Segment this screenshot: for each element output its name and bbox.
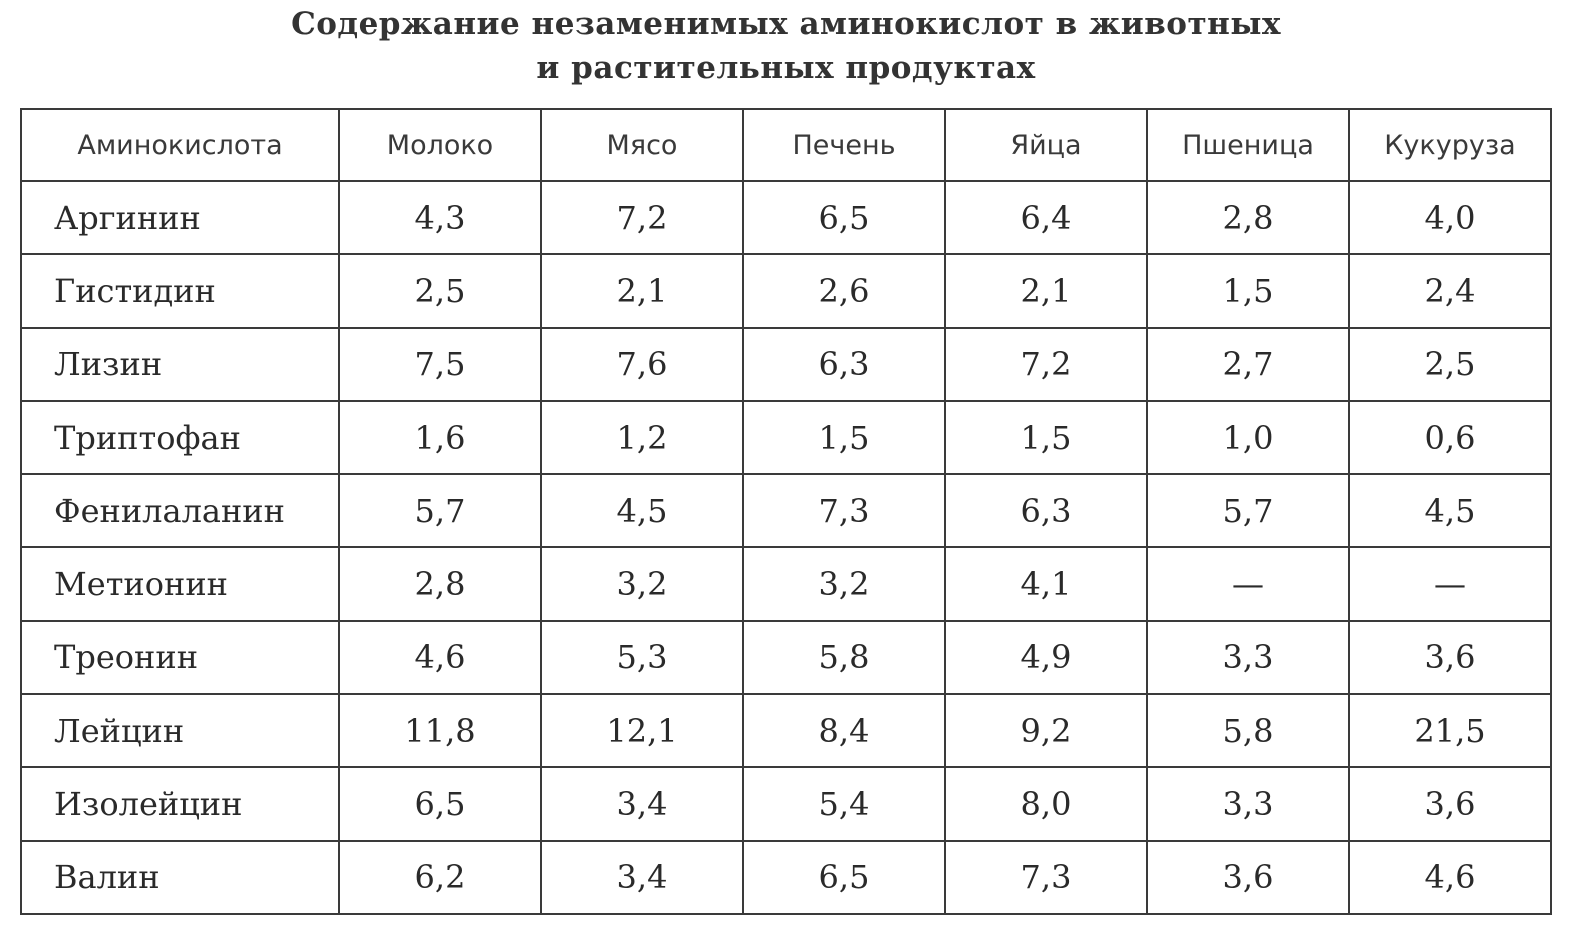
table-row bbox=[21, 181, 1551, 254]
amino-acid-name: Лейцин bbox=[21, 694, 339, 767]
table-cell: 3,6 bbox=[1349, 621, 1551, 694]
header-row bbox=[21, 109, 1551, 181]
table-row bbox=[21, 694, 1551, 767]
table-cell: 4,1 bbox=[945, 547, 1147, 620]
amino-acid-name: Аргинин bbox=[21, 181, 339, 254]
table-cell: 8,0 bbox=[945, 767, 1147, 840]
column-header-milk: Молоко bbox=[339, 109, 541, 181]
table-cell: 7,6 bbox=[541, 328, 743, 401]
table-row bbox=[21, 401, 1551, 474]
column-header-corn: Кукуруза bbox=[1349, 109, 1551, 181]
table-cell: 5,4 bbox=[743, 767, 945, 840]
table-cell: 5,7 bbox=[339, 474, 541, 547]
table-cell: 7,3 bbox=[743, 474, 945, 547]
amino-acid-name: Триптофан bbox=[21, 401, 339, 474]
column-header-liver: Печень bbox=[743, 109, 945, 181]
title-line-2: и растительных продуктах bbox=[536, 50, 1036, 86]
table-cell: 7,3 bbox=[945, 841, 1147, 914]
table-cell: 9,2 bbox=[945, 694, 1147, 767]
table-cell: 7,2 bbox=[541, 181, 743, 254]
table-cell: 3,2 bbox=[743, 547, 945, 620]
table-cell: 6,5 bbox=[743, 841, 945, 914]
title-line-1: Содержание незаменимых аминокислот в животных bbox=[291, 6, 1281, 42]
table-cell: 5,7 bbox=[1147, 474, 1349, 547]
table-cell: 1,0 bbox=[1147, 401, 1349, 474]
table-cell: 4,3 bbox=[339, 181, 541, 254]
table-cell: 3,4 bbox=[541, 767, 743, 840]
table-row bbox=[21, 328, 1551, 401]
table-row bbox=[21, 767, 1551, 840]
table-cell: — bbox=[1349, 547, 1551, 620]
table-cell: 11,8 bbox=[339, 694, 541, 767]
table-cell: 5,8 bbox=[743, 621, 945, 694]
table-cell: — bbox=[1147, 547, 1349, 620]
table-cell: 3,2 bbox=[541, 547, 743, 620]
amino-acid-name: Валин bbox=[21, 841, 339, 914]
column-header-amino-acid: Аминокислота bbox=[21, 109, 339, 181]
table-cell: 2,5 bbox=[1349, 328, 1551, 401]
amino-acid-name: Лизин bbox=[21, 328, 339, 401]
amino-acid-name: Фенилаланин bbox=[21, 474, 339, 547]
amino-acid-name: Метионин bbox=[21, 547, 339, 620]
table-row bbox=[21, 254, 1551, 327]
table-row bbox=[21, 841, 1551, 914]
column-header-eggs: Яйца bbox=[945, 109, 1147, 181]
table-row bbox=[21, 547, 1551, 620]
table-cell: 4,6 bbox=[1349, 841, 1551, 914]
table-cell: 3,3 bbox=[1147, 767, 1349, 840]
table-cell: 1,2 bbox=[541, 401, 743, 474]
amino-acid-name: Треонин bbox=[21, 621, 339, 694]
table-cell: 4,5 bbox=[541, 474, 743, 547]
table-cell: 2,1 bbox=[945, 254, 1147, 327]
table-cell: 1,5 bbox=[743, 401, 945, 474]
table-cell: 6,2 bbox=[339, 841, 541, 914]
table-cell: 4,6 bbox=[339, 621, 541, 694]
table-cell: 0,6 bbox=[1349, 401, 1551, 474]
table-cell: 6,4 bbox=[945, 181, 1147, 254]
table-cell: 6,3 bbox=[743, 328, 945, 401]
table-cell: 3,6 bbox=[1349, 767, 1551, 840]
table-cell: 1,5 bbox=[1147, 254, 1349, 327]
table-cell: 2,4 bbox=[1349, 254, 1551, 327]
table-cell: 21,5 bbox=[1349, 694, 1551, 767]
column-header-meat: Мясо bbox=[541, 109, 743, 181]
table-cell: 2,1 bbox=[541, 254, 743, 327]
table-cell: 1,5 bbox=[945, 401, 1147, 474]
table-row bbox=[21, 621, 1551, 694]
table-cell: 1,6 bbox=[339, 401, 541, 474]
table-cell: 2,8 bbox=[339, 547, 541, 620]
table-cell: 2,8 bbox=[1147, 181, 1349, 254]
table-cell: 5,8 bbox=[1147, 694, 1349, 767]
amino-acid-name: Гистидин bbox=[21, 254, 339, 327]
table-cell: 5,3 bbox=[541, 621, 743, 694]
table-cell: 2,6 bbox=[743, 254, 945, 327]
table-title bbox=[0, 2, 1572, 90]
table-cell: 2,7 bbox=[1147, 328, 1349, 401]
table-cell: 6,3 bbox=[945, 474, 1147, 547]
table-cell: 3,6 bbox=[1147, 841, 1349, 914]
table-cell: 4,5 bbox=[1349, 474, 1551, 547]
column-header-wheat: Пшеница bbox=[1147, 109, 1349, 181]
table-cell: 7,2 bbox=[945, 328, 1147, 401]
table-cell: 3,4 bbox=[541, 841, 743, 914]
amino-acid-table bbox=[20, 108, 1552, 915]
table-cell: 6,5 bbox=[743, 181, 945, 254]
table-cell: 3,3 bbox=[1147, 621, 1349, 694]
table-cell: 2,5 bbox=[339, 254, 541, 327]
table-cell: 4,0 bbox=[1349, 181, 1551, 254]
amino-acid-name: Изолейцин bbox=[21, 767, 339, 840]
table-cell: 12,1 bbox=[541, 694, 743, 767]
table-cell: 4,9 bbox=[945, 621, 1147, 694]
table-row bbox=[21, 474, 1551, 547]
table-cell: 6,5 bbox=[339, 767, 541, 840]
table-cell: 7,5 bbox=[339, 328, 541, 401]
table-cell: 8,4 bbox=[743, 694, 945, 767]
